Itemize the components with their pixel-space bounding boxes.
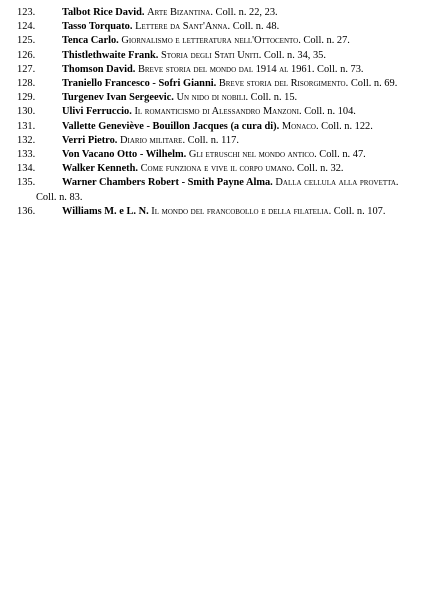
- bibliography-entry: [0, 134, 424, 148]
- entry-collection: . Coll. n. 22, 23.: [210, 7, 278, 18]
- entry-author: Von Vacano Otto - Wilhelm.: [62, 149, 187, 161]
- bibliography-list: [0, 6, 424, 219]
- entry-title: Gli etruschi nel mondo antico: [188, 149, 315, 161]
- entry-author: Vallette Geneviève - Bouillon Jacques (a cura di).: [62, 120, 280, 132]
- entry-collection: . Coll. n. 83.: [36, 177, 399, 203]
- entry-text: [36, 91, 404, 105]
- entry-text: [36, 120, 404, 134]
- entry-author: Walker Kenneth.: [62, 163, 139, 175]
- bibliography-entry: [0, 49, 424, 63]
- entry-number: 132.: [17, 134, 36, 146]
- entry-author: Tenca Carlo.: [62, 35, 119, 47]
- entry-text: [36, 176, 404, 204]
- entry-title: Il romanticismo di Alessandro Manzoni: [134, 106, 300, 118]
- entry-author: Warner Chambers Robert - Smith Payne Alma.: [62, 177, 273, 189]
- entry-title: Storia degli Stati Uniti: [161, 49, 259, 61]
- entry-text: [36, 134, 404, 148]
- entry-title: Monaco: [281, 120, 316, 132]
- entry-author: Thistlethwaite Frank.: [62, 49, 159, 61]
- entry-author: Talbot Rice David.: [62, 7, 145, 18]
- entry-number: 135.: [17, 177, 36, 189]
- entry-collection: . Coll. n. 48.: [227, 21, 280, 33]
- entry-text: [36, 77, 404, 91]
- entry-number: 128.: [17, 78, 36, 90]
- entry-collection: . Coll. n. 34, 35.: [258, 49, 326, 61]
- entry-collection: . Coll. n. 107.: [328, 205, 386, 217]
- entry-collection: . Coll. n. 15.: [245, 92, 298, 104]
- bibliography-entry: [0, 77, 424, 91]
- entry-text: [36, 49, 404, 63]
- bibliography-entry: [0, 6, 424, 20]
- entry-title: Arte Bizantina: [147, 7, 211, 18]
- entry-author: Verri Pietro.: [62, 134, 118, 146]
- entry-text: [36, 20, 404, 34]
- entry-author: Williams M. e L. N.: [62, 205, 149, 217]
- entry-title: Dalla cellula alla provetta: [275, 177, 396, 189]
- entry-author: Turgenev Ivan Sergeevic.: [62, 92, 174, 104]
- entry-text: [36, 63, 404, 77]
- entry-collection: . Coll. n. 73.: [311, 63, 364, 75]
- entry-text: [36, 148, 404, 162]
- bibliography-entry: [0, 63, 424, 77]
- entry-title: Breve storia del mondo dal 1914 al 1961: [137, 63, 312, 75]
- entry-number: 133.: [17, 149, 36, 161]
- entry-number: 123.: [17, 7, 36, 18]
- entry-collection: . Coll. n. 104.: [299, 106, 356, 118]
- entry-number: 134.: [17, 163, 36, 175]
- entry-title: Diario militare: [120, 134, 183, 146]
- entry-collection: . Coll. n. 27.: [298, 35, 350, 47]
- bibliography-entry: [0, 205, 424, 219]
- entry-author: Tasso Torquato.: [62, 21, 133, 33]
- entry-text: [36, 34, 404, 48]
- entry-text: [36, 162, 404, 176]
- bibliography-entry: [0, 105, 424, 119]
- entry-title: Come funziona e vive il corpo umano: [140, 163, 292, 175]
- bibliography-entry: [0, 162, 424, 176]
- entry-number: 131.: [17, 120, 36, 132]
- entry-collection: . Coll. n. 69.: [345, 78, 398, 90]
- bibliography-entry: [0, 148, 424, 162]
- entry-title: Un nido di nobili: [176, 92, 246, 104]
- entry-author: Thomson David.: [62, 63, 136, 75]
- entry-title: Giornalismo e letteratura nell'Ottocento: [121, 35, 299, 47]
- entry-collection: . Coll. n. 47.: [314, 149, 366, 161]
- entry-number: 127.: [17, 63, 36, 75]
- entry-text: [36, 105, 404, 119]
- bibliography-entry: [0, 91, 424, 105]
- entry-number: 130.: [17, 106, 36, 118]
- entry-number: 126.: [17, 49, 36, 61]
- entry-collection: . Coll. n. 122.: [315, 120, 373, 132]
- bibliography-entry: [0, 120, 424, 134]
- entry-collection: . Coll. n. 32.: [291, 163, 344, 175]
- entry-text: [36, 205, 404, 219]
- entry-number: 136.: [17, 205, 36, 217]
- bibliography-entry: [0, 34, 424, 48]
- entry-author: Traniello Francesco - Sofri Gianni.: [62, 78, 217, 90]
- bibliography-entry: [0, 176, 424, 204]
- entry-author: Ulivi Ferruccio.: [62, 106, 132, 118]
- bibliography-entry: [0, 20, 424, 34]
- entry-title: Lettere da Sant'Anna: [135, 21, 228, 33]
- entry-text: [36, 6, 404, 20]
- entry-collection: . Coll. n. 117.: [182, 134, 239, 146]
- entry-number: 125.: [17, 35, 36, 47]
- entry-title: Il mondo del francobollo e della filatelia: [151, 205, 329, 217]
- entry-number: 124.: [17, 21, 36, 33]
- entry-number: 129.: [17, 92, 36, 104]
- entry-title: Breve storia del Risorgimento: [218, 78, 346, 90]
